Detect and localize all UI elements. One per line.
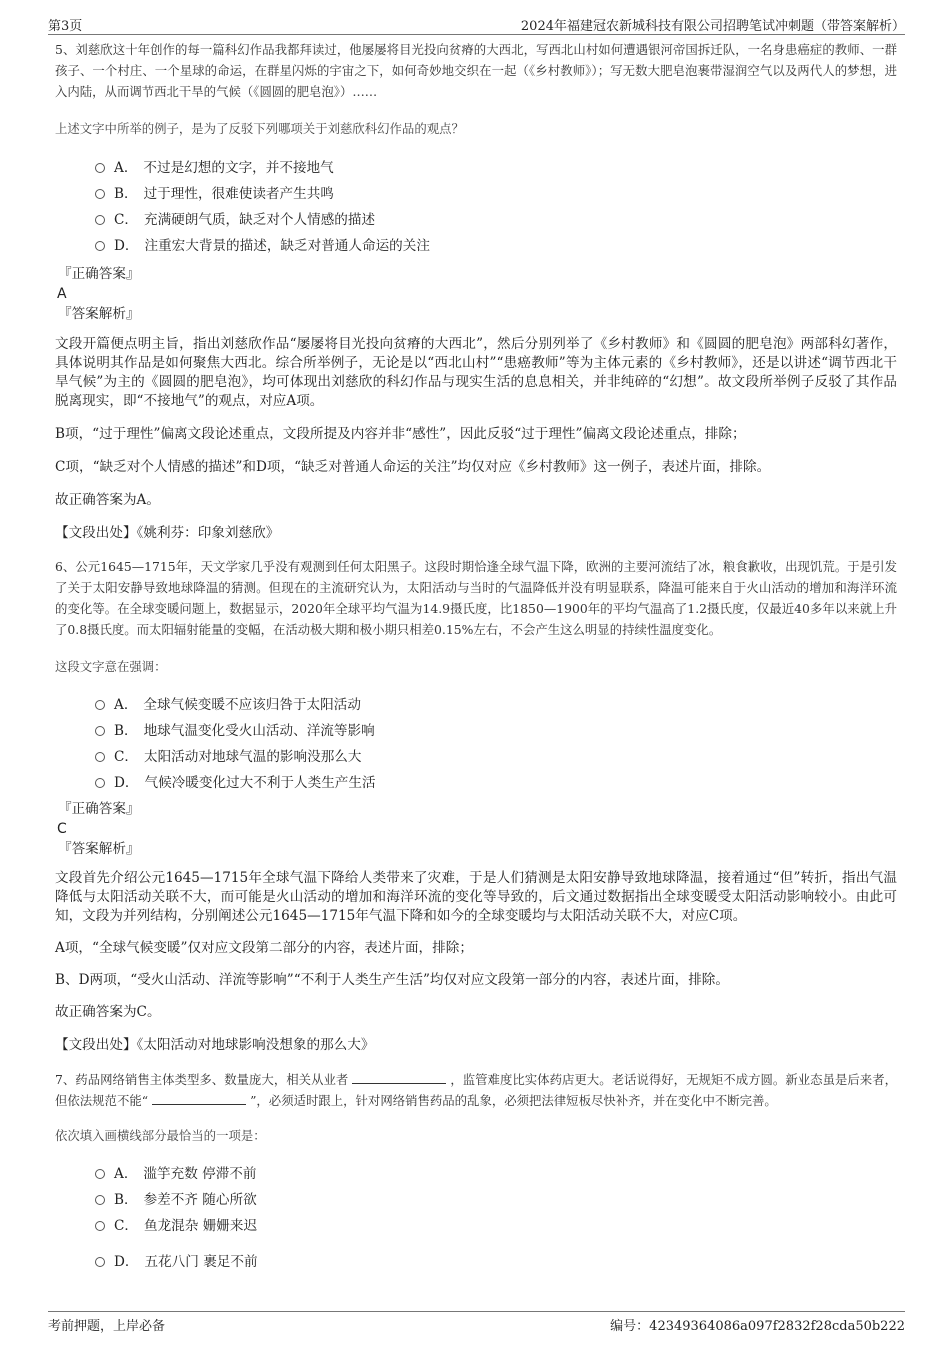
- option-c[interactable]: C． 太阳活动对地球气温的影响没那么大: [95, 744, 897, 770]
- analysis-paragraph: 文段首先介绍公元1645—1715年全球气温下降给人类带来了灾难，于是人们猜测是太阳安静导致地球降温，接着通过“但”转折，指出气温降低与太阳活动关联不大，而可能是火山活动的增加和海洋环流的变化等导致的，后文通过数据指出全球变暖受太阳活动影响较小。由此可知，文段为并列结构，分别阐述公元1645—1715年气温下降和如今的全球变暖均与太阳活动关联不大，对应C项。: [55, 870, 897, 924]
- analysis-paragraph: 文段开篇便点明主旨，指出刘慈欣作品“屡屡将目光投向贫瘠的大西北”，然后分别列举了《乡村教师》和《圆圆的肥皂泡》两部科幻著作，具体说明其作品是如何聚焦大西北。综合所举例子，无论是以“西北山村”“患癌教师”等为主体元素的《乡村教师》，还是以讲述“调节西北干旱气候”为主的《圆圆的肥皂泡》，均可体现出刘慈欣的科幻作品与现实生活的息息相关，并非纯碎的“幻想”。故文段所举例子反驳了其作品脱离现实，即“不接地气”的观点，对应A项。: [55, 336, 897, 409]
- option-d[interactable]: D． 五花八门 裹足不前: [95, 1249, 897, 1275]
- option-list: [55, 692, 897, 796]
- radio-icon[interactable]: [95, 215, 105, 225]
- text-source: 【文段出处】《姚利芬：印象刘慈欣》: [55, 525, 280, 541]
- correct-answer: A: [57, 286, 67, 302]
- radio-icon[interactable]: [95, 1195, 105, 1205]
- page-number: 第3页: [48, 19, 83, 34]
- radio-icon[interactable]: [95, 241, 105, 251]
- correct-answer-label: 『正确答案』: [58, 266, 140, 282]
- question-text: 5、刘慈欣这十年创作的每一篇科幻作品我都拜读过，他屡屡将目光投向贫瘠的大西北，写西北山村如何遭遇银河帝国拆迁队，一名身患癌症的教师、一群孩子、一个村庄、一个星球的命运，在群星闪烁的宇宙之下，如何奇妙地交织在一起（《乡村教师》）；写无数大肥皂泡裹带湿润空气以及两代人的梦想，进入内陆，从而调节西北干旱的气候（《圆圆的肥皂泡》）……: [55, 42, 897, 99]
- question-text: 7、药品网络销售主体类型多、数量庞大，相关从业者 ，监管难度比实体药店更大。老话说得好，无规矩不成方圆。新业态虽是后来者，但依法规范不能“ ”，必须适时跟上，针对网络销售药品的乱象，必须把法律短板尽快补齐，并在变化中不断完善。: [55, 1072, 897, 1108]
- question-prompt: 上述文字中所举的例子，是为了反驳下列哪项关于刘慈欣科幻作品的观点？: [55, 121, 464, 136]
- document-title: 2024年福建冠农新城科技有限公司招聘笔试冲刺题（带答案解析）: [520, 19, 905, 34]
- analysis-paragraph: B、D两项，“受火山活动、洋流等影响”“不利于人类生产生活”均仅对应文段第一部分的内容，表述片面，排除。: [55, 972, 729, 988]
- radio-icon[interactable]: [95, 778, 105, 788]
- radio-icon[interactable]: [95, 752, 105, 762]
- page-footer: [48, 1311, 905, 1334]
- fill-blank-1: [352, 1071, 446, 1084]
- option-d[interactable]: D． 注重宏大背景的描述，缺乏对普通人命运的关注: [95, 233, 897, 259]
- question-prompt: 依次填入画横线部分最恰当的一项是：: [55, 1128, 266, 1143]
- radio-icon[interactable]: [95, 1221, 105, 1231]
- page-header: [48, 14, 905, 35]
- radio-icon[interactable]: [95, 163, 105, 173]
- analysis-label: 『答案解析』: [58, 841, 140, 857]
- question-5: [55, 39, 897, 543]
- question-text: 6、公元1645—1715年，天文学家几乎没有观测到任何太阳黑子。这段时期恰逢全球气温下降，欧洲的主要河流结了冰，粮食歉收，出现饥荒。于是引发了关于太阳安静导致地球降温的猜测。但现在的主流研究认为，太阳活动与当时的气温降低并没有明显联系，降温可能来自于火山活动的增加和海洋环流的变化等。在全球变暖问题上，数据显示，2020年全球平均气温为14.9摄氏度，比1850—1900年的平均气温高了1.2摄氏度，仅最近40多年以来就上升了0.8摄氏度。而太阳辐射能量的变幅，在活动极大期和极小期只相差0.15%左右，不会产生这么明显的持续性温度变化。: [55, 559, 897, 637]
- radio-icon[interactable]: [95, 700, 105, 710]
- analysis-paragraph: A项，“全球气候变暖”仅对应文段第二部分的内容，表述片面，排除；: [55, 940, 473, 956]
- radio-icon[interactable]: [95, 189, 105, 199]
- footer-slogan: 考前押题，上岸必备: [48, 1319, 166, 1334]
- option-a[interactable]: A． 滥竽充数 停滞不前: [95, 1161, 897, 1187]
- option-d[interactable]: D． 气候冷暖变化过大不利于人类生产生活: [95, 770, 897, 796]
- radio-icon[interactable]: [95, 1169, 105, 1179]
- document-id: 编号：42349364086a097f2832f28cda50b222: [610, 1319, 905, 1334]
- option-a[interactable]: A． 不过是幻想的文字，并不接地气: [95, 155, 897, 181]
- option-a[interactable]: A． 全球气候变暖不应该归咎于太阳活动: [95, 692, 897, 718]
- page-content: [55, 39, 897, 1275]
- question-6: [55, 556, 897, 1055]
- option-c[interactable]: C． 充满硬朗气质，缺乏对个人情感的描述: [95, 207, 897, 233]
- radio-icon[interactable]: [95, 726, 105, 736]
- analysis-paragraph: B项，“过于理性”偏离文段论述重点，文段所提及内容并非“感性”，因此反驳“过于理性”偏离文段论述重点，排除；: [55, 426, 746, 442]
- correct-answer-label: 『正确答案』: [58, 801, 140, 817]
- text-source: 【文段出处】《太阳活动对地球影响没想象的那么大》: [55, 1037, 375, 1053]
- analysis-paragraph: C项，“缺乏对个人情感的描述”和D项，“缺乏对普通人命运的关注”均仅对应《乡村教师》这一例子，表述片面，排除。: [55, 459, 771, 475]
- question-prompt: 这段文字意在强调：: [55, 659, 167, 674]
- option-b[interactable]: B． 参差不齐 随心所欲: [95, 1187, 897, 1213]
- analysis-conclusion: 故正确答案为A。: [55, 492, 160, 508]
- correct-answer: C: [57, 821, 67, 837]
- question-7: [55, 1069, 897, 1275]
- fill-blank-2: [152, 1092, 246, 1105]
- radio-icon[interactable]: [95, 1257, 105, 1267]
- option-list: [55, 1161, 897, 1275]
- option-b[interactable]: B． 过于理性，很难使读者产生共鸣: [95, 181, 897, 207]
- option-c[interactable]: C． 鱼龙混杂 姗姗来迟: [95, 1213, 897, 1239]
- analysis-conclusion: 故正确答案为C。: [55, 1004, 161, 1020]
- option-b[interactable]: B． 地球气温变化受火山活动、洋流等影响: [95, 718, 897, 744]
- option-list: [55, 155, 897, 259]
- analysis-label: 『答案解析』: [58, 306, 140, 322]
